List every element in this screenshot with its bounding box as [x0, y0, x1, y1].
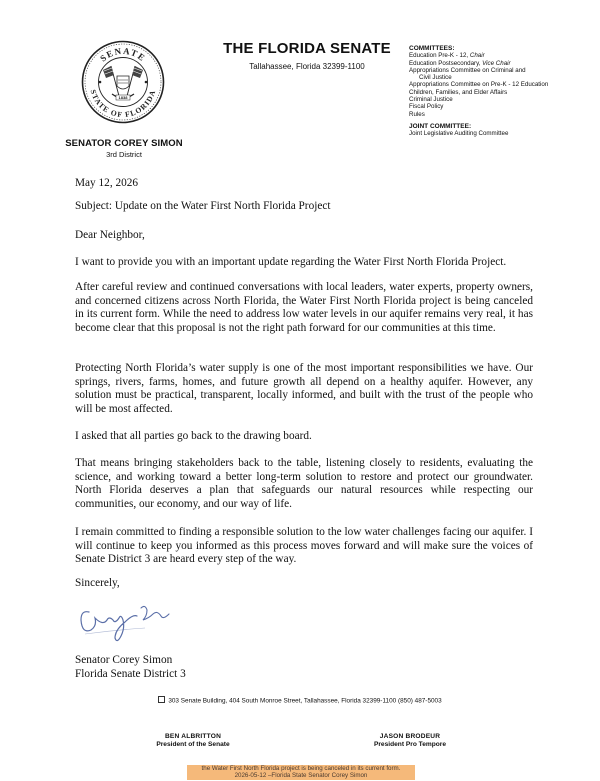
org-name: THE FLORIDA SENATE [223, 40, 391, 57]
committee-item: Children, Families, and Elder Affairs [409, 88, 508, 96]
letter-paragraph: That means bringing stakeholders back to the table, listening closely to residents, evaluating the science, and working toward a better long-term solution to restore and protect our groundwater. North Florida deserves a plan that safeguards our natural resources while respecting our communities, our economy, and our way of life. [75, 457, 533, 510]
footer-address: 303 Senate Building, 404 South Monroe Street, Tallahassee, Florida 32399-1100 (850) 487-5003 [0, 696, 600, 705]
caption-line: 2026-05-12 –Florida State Senator Corey Simon [234, 772, 368, 780]
seal-text-top: SENATE [98, 45, 148, 64]
letter-paragraph: I want to provide you with an important update regarding the Water First North Florida Project. [75, 256, 507, 268]
letter-subject: Subject: Update on the Water First North Florida Project [75, 200, 331, 212]
senate-seal-icon [81, 40, 165, 124]
signature-name: Senator Corey Simon [75, 654, 173, 666]
committee-item: Rules [409, 110, 425, 118]
letter-paragraph: I remain committed to finding a responsible solution to the low water challenges facing our aquifer. I will continue to keep you informed as this process moves forward and will make sure the voices of Senate District 3 are heard every step of the way. [75, 526, 533, 566]
letter-closing: Sincerely, [75, 577, 120, 589]
officer-title: President Pro Tempore [373, 741, 447, 748]
officer-name: JASON BRODEUR [379, 733, 441, 740]
svg-text:SENATE [98, 46, 148, 64]
officer-president [113, 733, 273, 748]
letter-date: May 12, 2026 [75, 177, 139, 189]
officer-president-pro-tempore [330, 733, 490, 748]
committee-item: Appropriations Committee on Criminal and [409, 66, 526, 74]
joint-committee-block [409, 123, 594, 138]
officer-title: President of the Senate [156, 741, 230, 748]
senator-name: SENATOR COREY SIMON [65, 138, 183, 149]
letter-paragraph: Protecting North Florida’s water supply is one of the most important responsibilities we have. Our springs, rivers, farms, homes, and future growth all depend on a healthy aquifer. However, any solution must be practical, transparent, locally informed, and built with the trust of the people who will be most affected. [75, 362, 533, 415]
senator-district: 3rd District [106, 150, 142, 159]
org-address: Tallahassee, Florida 32399-1100 [249, 62, 365, 71]
building-icon [158, 696, 165, 703]
joint-committee-heading: JOINT COMMITTEE: [409, 122, 472, 130]
committee-item: Education Postsecondary, Vice Chair [409, 59, 511, 67]
senator-block [58, 138, 190, 159]
officer-name: BEN ALBRITTON [164, 733, 222, 740]
letter-greeting: Dear Neighbor, [75, 229, 145, 241]
committees-heading: COMMITTEES: [409, 45, 455, 52]
seal-year: 1838 [118, 95, 128, 100]
committee-item: Civil Justice [419, 74, 452, 82]
committee-item: Fiscal Policy [409, 103, 444, 111]
signature-district: Florida Senate District 3 [75, 668, 186, 680]
letter-paragraph: I asked that all parties go back to the drawing board. [75, 430, 312, 442]
letter-paragraph: After careful review and continued conversations with local leaders, water experts, property owners, and concerned citizens across North Florida, the Water First North Florida project is being canceled in its current form. While the need to address low water levels in our aquifer remains very real, it has become clear that this proposal is not the right path forward for our communities at this time. [75, 281, 533, 334]
highlighted-caption [187, 765, 415, 780]
committee-item: Education Pre-K - 12, Chair [409, 52, 485, 60]
letterhead-title-block [212, 40, 402, 71]
committees-list [409, 45, 594, 138]
committee-item: Appropriations Committee on Pre-K - 12 Education [409, 81, 549, 89]
committee-item: Criminal Justice [409, 96, 453, 104]
seal-text-bottom: STATE OF FLORIDA [88, 88, 158, 120]
handwritten-signature [75, 590, 175, 652]
caption-line: the Water First North Florida project is being canceled in its current form. [201, 765, 401, 772]
joint-committee-item: Joint Legislative Auditing Committee [409, 130, 509, 138]
